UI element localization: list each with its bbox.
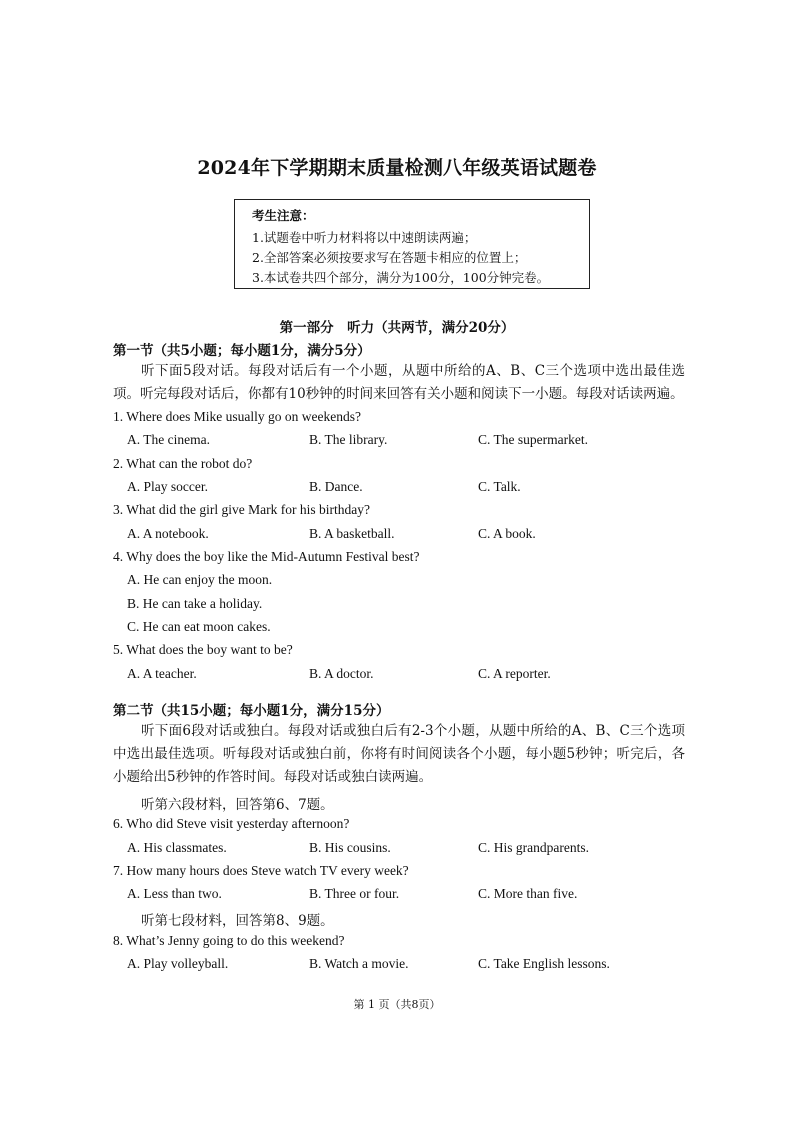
notice-box bbox=[234, 199, 590, 289]
option-a: A. He can enjoy the moon. bbox=[127, 572, 273, 587]
question-stem: 2. What can the robot do? bbox=[113, 456, 253, 471]
option-a: A. Play volleyball. bbox=[127, 956, 229, 971]
option-a: A. Less than two. bbox=[127, 886, 222, 901]
page-footer: 第 1 页（共8页） bbox=[353, 998, 441, 1011]
option-a: A. Play soccer. bbox=[127, 479, 208, 494]
notice-item: 2.全部答案必须按要求写在答题卡相应的位置上； bbox=[252, 250, 527, 265]
option-b: B. Dance. bbox=[309, 479, 363, 494]
option-c: C. A reporter. bbox=[478, 666, 551, 681]
option-c: C. The supermarket. bbox=[478, 432, 588, 447]
option-a: A. A notebook. bbox=[127, 526, 209, 541]
option-c: C. Take English lessons. bbox=[478, 956, 610, 971]
option-b: B. His cousins. bbox=[309, 840, 391, 855]
option-a: A. A teacher. bbox=[127, 666, 197, 681]
section-heading: 第一节（共5小题；每小题1分，满分5分） bbox=[113, 343, 371, 359]
option-a: A. The cinema. bbox=[127, 432, 210, 447]
option-b: B. Watch a movie. bbox=[309, 956, 409, 971]
section-instructions: 听下面6段对话或独白。每段对话或独白后有2-3个小题，从题中所给的A、B、C三个选项中选出最佳选项。听每段对话或独白前，你将有时间阅读各个小题，每小题5秒钟；听完后，各小题给出5秒钟的作答时间。每段对话或独白读两遍。 bbox=[113, 723, 685, 785]
question-stem: 5. What does the boy want to be? bbox=[113, 642, 293, 657]
section-heading: 第二节（共15小题；每小题1分，满分15分） bbox=[113, 703, 390, 719]
question-stem: 6. Who did Steve visit yesterday afternoon? bbox=[113, 816, 350, 831]
material-instruction: 听第六段材料，回答第6、7题。 bbox=[141, 797, 334, 813]
section-instructions: 听下面5段对话。每段对话后有一个小题，从题中所给的A、B、C三个选项中选出最佳选项。听完每段对话后，你都有10秒钟的时间来回答有关小题和阅读下一小题。每段对话读两遍。 bbox=[113, 363, 685, 402]
option-b: B. The library. bbox=[309, 432, 388, 447]
option-b: B. He can take a holiday. bbox=[127, 596, 263, 611]
question-stem: 1. Where does Mike usually go on weekends? bbox=[113, 409, 361, 424]
question-stem: 4. Why does the boy like the Mid-Autumn Festival best? bbox=[113, 549, 420, 564]
question-stem: 3. What did the girl give Mark for his birthday? bbox=[113, 502, 370, 517]
notice-heading: 考生注意： bbox=[252, 208, 315, 223]
question-stem: 7. How many hours does Steve watch TV every week? bbox=[113, 863, 409, 878]
option-c: C. More than five. bbox=[478, 886, 578, 901]
option-c: C. He can eat moon cakes. bbox=[127, 619, 271, 634]
part-heading: 第一部分 听力（共两节，满分20分） bbox=[279, 320, 515, 336]
option-c: C. Talk. bbox=[478, 479, 521, 494]
notice-item: 1.试题卷中听力材料将以中速朗读两遍； bbox=[252, 230, 477, 245]
option-a: A. His classmates. bbox=[127, 840, 227, 855]
question-stem: 8. What’s Jenny going to do this weekend? bbox=[113, 933, 345, 948]
exam-title: 2024年下学期期末质量检测八年级英语试题卷 bbox=[197, 157, 597, 179]
material-instruction: 听第七段材料，回答第8、9题。 bbox=[141, 913, 334, 929]
option-b: B. Three or four. bbox=[309, 886, 400, 901]
option-c: C. His grandparents. bbox=[478, 840, 589, 855]
option-b: B. A basketball. bbox=[309, 526, 395, 541]
option-b: B. A doctor. bbox=[309, 666, 374, 681]
notice-item: 3.本试卷共四个部分，满分为100分，100分钟完卷。 bbox=[252, 270, 550, 285]
option-c: C. A book. bbox=[478, 526, 536, 541]
